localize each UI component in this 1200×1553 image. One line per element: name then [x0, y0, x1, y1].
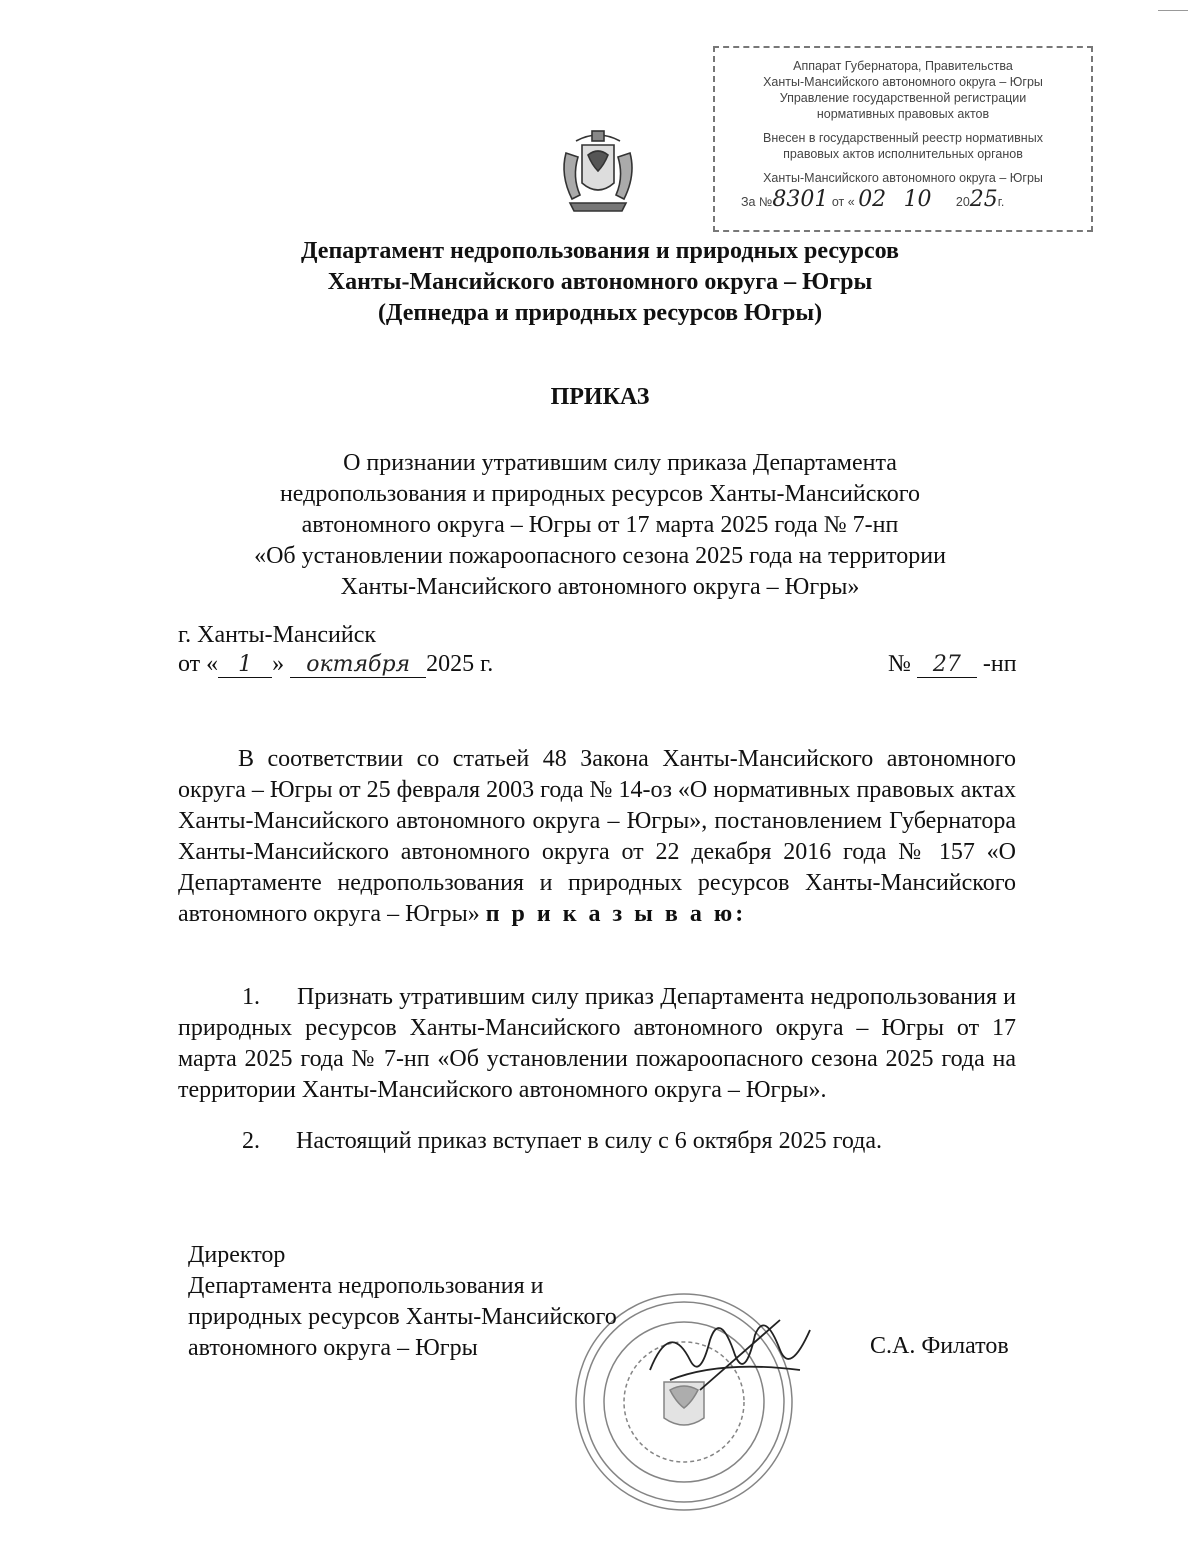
document-title: ПРИКАЗ	[550, 384, 650, 410]
scan-mark	[1158, 10, 1188, 11]
city: г. Ханты-Мансийск	[178, 622, 377, 648]
reg-stamp-line: правовых актов исполнительных органов	[783, 147, 1023, 161]
reg-stamp-line: Аппарат Губернатора, Правительства	[793, 59, 1013, 73]
reg-stamp-line: Управление государственной регистрации	[779, 91, 1027, 105]
reg-month-handwritten: 10	[903, 187, 932, 212]
handwritten-signature-icon	[640, 1300, 820, 1400]
document-number	[888, 651, 1017, 678]
reg-stamp-line: Ханты-Мансийского автономного округа – Югры	[763, 75, 1043, 89]
preamble-paragraph	[178, 744, 1016, 930]
number-handwritten: 27	[917, 652, 977, 678]
order-item-1	[178, 982, 1016, 1106]
signatory-name: С.А. Филатов	[870, 1333, 1009, 1359]
preamble-text: В соответствии со статьей 48 Закона Ханты-Мансийского автономного округа – Югры от 25 февраля 2003 года № 14-оз «О нормативных правовых актах Ханты-Мансийского автономного округа – Югры», постановлением Губернатора Ханты-Мансийского автономного округа от 22 декабря 2016 года № 157 «О Департаменте недропользования и природных ресурсов Ханты-Мансийского автономного округа – Югры»	[178, 746, 1016, 927]
number-prefix: №	[888, 651, 911, 677]
registration-stamp	[713, 46, 1093, 232]
subject-line: недропользования и природных ресурсов Ханты-Мансийского	[279, 481, 921, 507]
date-year: 2025 г.	[426, 651, 494, 677]
order-item-text: Признать утратившим силу приказ Департамента недропользования и природных ресурсов Ханты-Мансийского автономного округа – Югры от 17 марта 2025 года № 7-нп «Об установлении пожароопасного сезона 2025 года на территории Ханты-Мансийского автономного округа – Югры».	[178, 984, 1016, 1103]
order-item-number: 1.	[242, 984, 260, 1010]
reg-year-prefix: 20	[955, 195, 970, 209]
order-item-text: Настоящий приказ вступает в силу с 6 октября 2025 года.	[296, 1128, 883, 1154]
reg-day-handwritten: 02	[858, 187, 887, 212]
document-date	[178, 651, 493, 678]
date-prefix: от «	[178, 651, 219, 677]
signatory-title-line: автономного округа – Югры	[188, 1335, 478, 1361]
subject-line: О признании утратившим силу приказа Департамента	[343, 450, 897, 476]
subject-line: автономного округа – Югры от 17 марта 2025 года № 7-нп	[301, 512, 899, 538]
order-item-2	[178, 1126, 1016, 1157]
reg-stamp-line: Внесен в государственный реестр нормативных	[763, 131, 1043, 145]
reg-stamp-number-row	[721, 187, 1085, 212]
reg-number-handwritten: 8301	[772, 187, 829, 212]
department-short-name: (Депнедра и природных ресурсов Югры)	[377, 300, 823, 326]
reg-year-suffix: г.	[997, 195, 1005, 209]
department-header	[0, 236, 1200, 329]
number-suffix: -нп	[982, 651, 1017, 677]
signatory-block	[188, 1240, 617, 1364]
document-subject	[180, 448, 1020, 603]
signatory-title-line: Департамента недропользования и	[188, 1273, 544, 1299]
order-word: п р и к а з ы в а ю:	[485, 901, 747, 927]
reg-stamp-line: Ханты-Мансийского автономного округа – Югры	[763, 171, 1043, 185]
department-name-line: Ханты-Мансийского автономного округа – Югры	[327, 269, 873, 295]
signatory-title-line: природных ресурсов Ханты-Мансийского	[188, 1304, 617, 1330]
signatory-title: Директор	[188, 1242, 286, 1268]
date-day-handwritten: 1	[218, 652, 272, 678]
order-item-number: 2.	[242, 1128, 260, 1154]
reg-stamp-line: нормативных правовых актов	[816, 107, 990, 121]
reg-number-label: За №	[741, 195, 773, 209]
reg-year-handwritten: 25	[969, 187, 998, 212]
date-quote: »	[272, 651, 285, 677]
subject-line: Ханты-Мансийского автономного округа – Югры»	[340, 574, 860, 600]
coat-of-arms-icon	[552, 125, 644, 217]
date-month-handwritten: октября	[290, 652, 426, 678]
reg-from-label: от «	[831, 195, 855, 209]
department-name-line: Департамент недропользования и природных ресурсов	[300, 238, 900, 264]
subject-line: «Об установлении пожароопасного сезона 2025 года на территории	[254, 543, 946, 569]
